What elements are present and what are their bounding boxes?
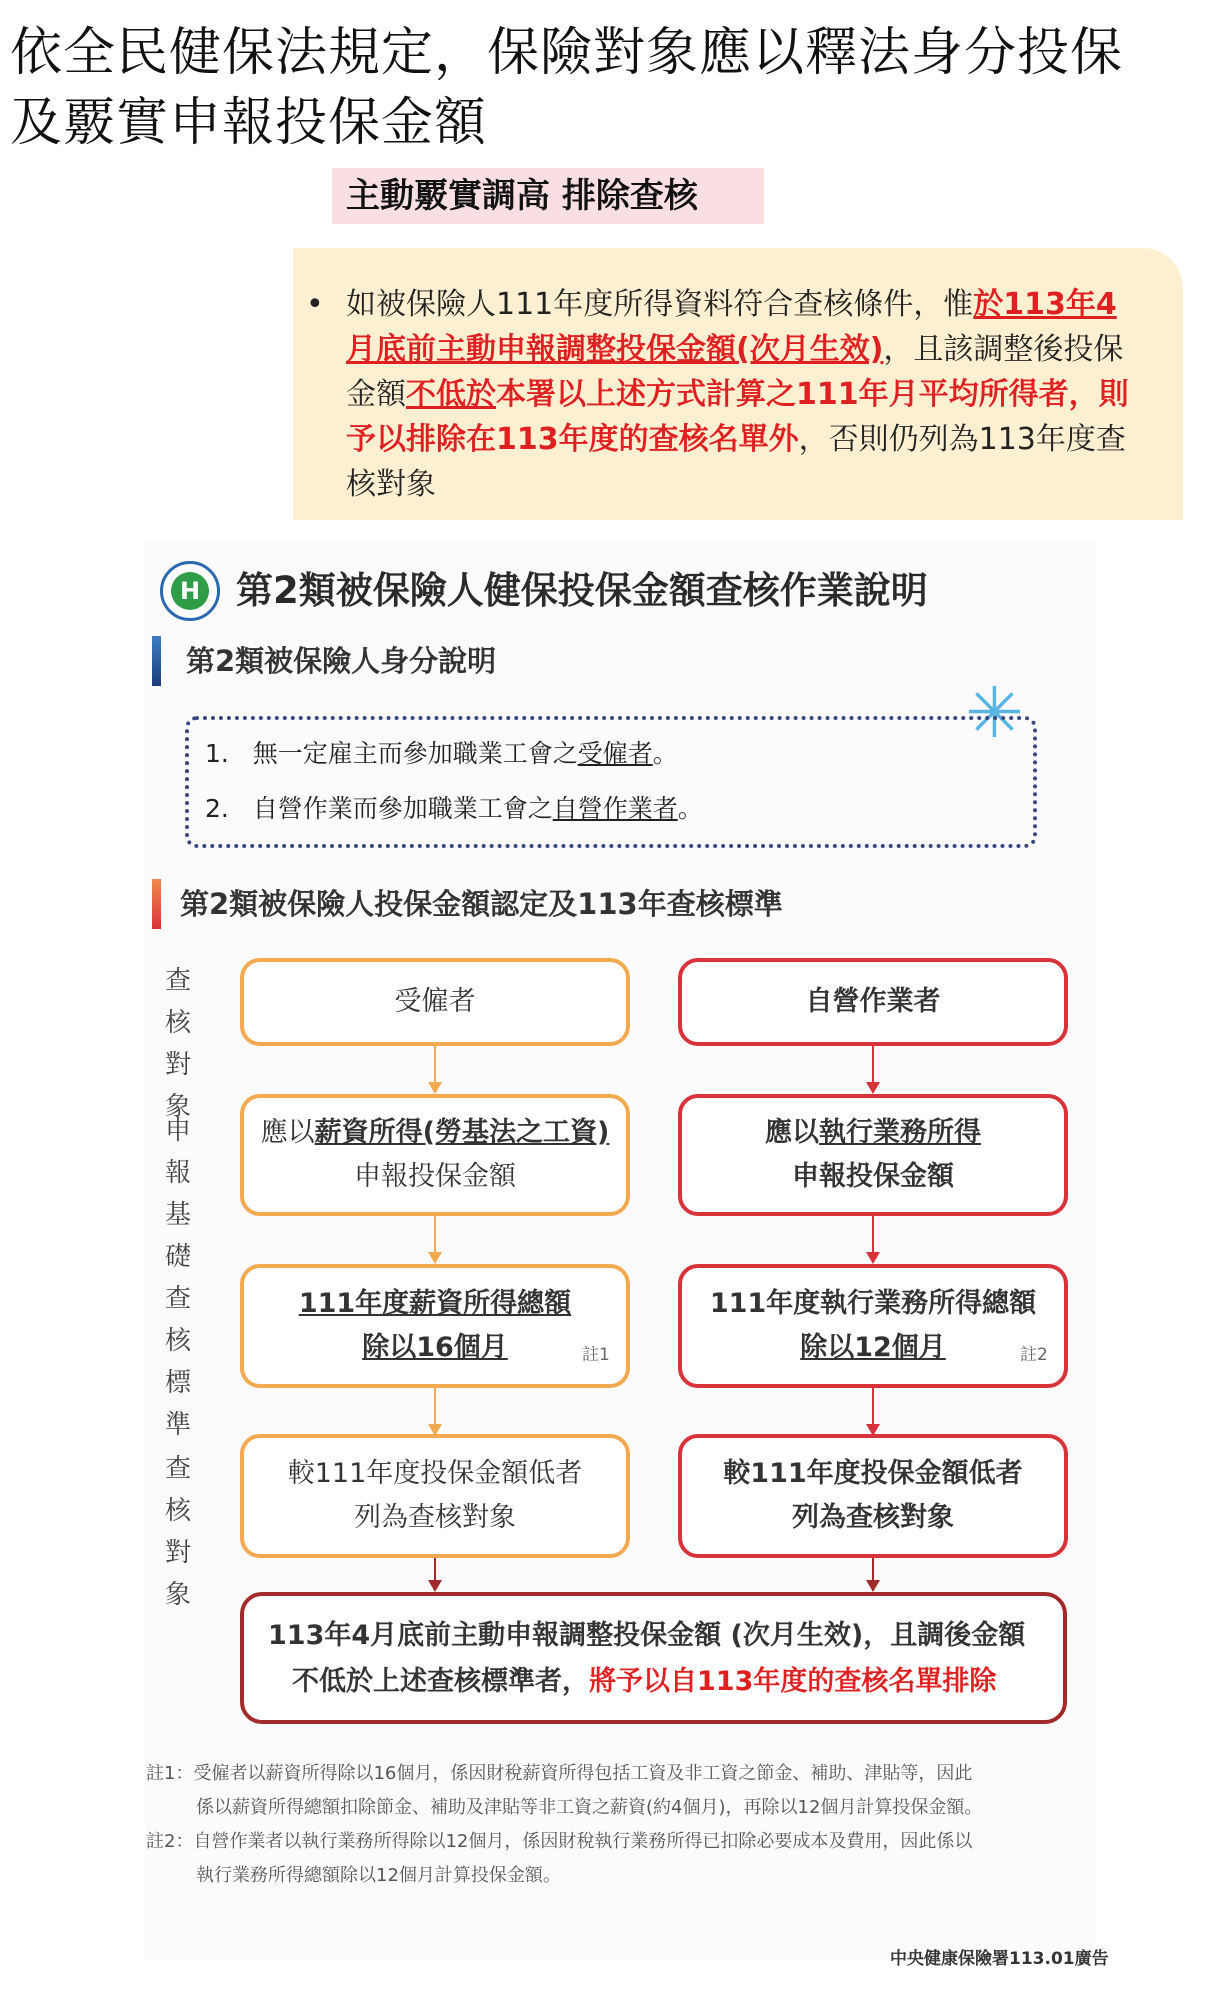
identity-item-1-num: 1. <box>205 739 229 768</box>
right-box-standard <box>678 1264 1068 1388</box>
right-box-standard-line1: 111年度執行業務所得總額 <box>709 1288 1037 1319</box>
row-label-target-b: 對象 <box>165 1050 192 1122</box>
row-label-standard-b: 標準 <box>165 1368 192 1440</box>
arrow-down-icon <box>428 1046 442 1094</box>
left-box-standard-line2: 除以16個月 <box>362 1332 508 1363</box>
note-text-6: ，否則仍列為113年度查核對象 <box>346 422 1126 502</box>
arrow-down-icon <box>866 1558 880 1592</box>
row-label-result-b: 對象 <box>165 1538 192 1610</box>
right-box-result <box>678 1434 1068 1558</box>
identity-item-2-num: 2. <box>205 794 229 823</box>
identity-item-2 <box>205 789 703 829</box>
note-bullet: • <box>306 287 324 322</box>
left-box-standard-line1: 111年度薪資所得總額 <box>298 1288 572 1319</box>
section-title-identity: 第2類被保險人身分說明 <box>186 644 497 678</box>
footnote-line: 係以薪資所得總額扣除節金、補助及津貼等非工資之薪資(約4個月)，再除以12個月計算投保金額。 <box>196 1797 983 1818</box>
footnote-line: 註2：自營作業者以執行業務所得除以12個月，係因財稅執行業務所得已扣除必要成本及費用，因此係以 <box>146 1831 973 1852</box>
publisher-credit: 中央健康保險署113.01廣告 <box>890 1949 1109 1969</box>
arrow-down-icon <box>428 1388 442 1436</box>
identity-item-1 <box>205 734 678 774</box>
right-box-basis-term: 執行業務所得 <box>819 1117 981 1148</box>
right-box-target-text: 自營作業者 <box>805 986 941 1017</box>
footnote-mark-1: 註1 <box>582 1345 610 1365</box>
page-title <box>10 18 1210 158</box>
footnote-mark-2: 註2 <box>1020 1345 1048 1365</box>
left-box-basis-pre: 應以 <box>260 1117 315 1148</box>
row-label-standard <box>165 1278 215 1446</box>
left-box-result-line2: 列為查核對象 <box>354 1502 516 1533</box>
left-box-target-text: 受僱者 <box>394 986 476 1017</box>
exclusion-line1: 113年4月底前主動申報調整投保金額 (次月生效)，且調後金額 <box>268 1620 1026 1651</box>
note-text-5: 本署以上述方式計算之111年月平均所得者，則予以排除在113年度的查核名單外 <box>346 377 1129 457</box>
right-box-result-line2: 列為查核對象 <box>792 1502 954 1533</box>
nhi-logo-letter: H <box>171 572 209 610</box>
row-label-target-a: 查核 <box>165 966 192 1038</box>
left-box-result-line1: 較111年度投保金額低者 <box>287 1458 583 1489</box>
footnote-line: 執行業務所得總額除以12個月計算投保金額。 <box>196 1865 561 1886</box>
row-label-basis-a: 申報 <box>165 1116 192 1188</box>
note-text-4: 不低於 <box>406 377 496 412</box>
identity-item-1-pre: 無一定雇主而參加職業工會之 <box>252 739 578 768</box>
page-title-line1: 依全民健保法規定，保險對象應以釋法身分投保 <box>10 23 1124 83</box>
row-label-standard-a: 查核 <box>165 1284 192 1356</box>
exclusion-line2 <box>292 1660 996 1704</box>
page-title-line2: 及覈實申報投保金額 <box>10 93 488 153</box>
left-box-standard <box>240 1264 630 1388</box>
identity-item-2-term: 自營作業者 <box>552 794 678 823</box>
section-bar-icon <box>152 636 161 686</box>
identity-item-2-pre: 自營作業而參加職業工會之 <box>252 794 553 823</box>
right-box-standard-line2: 除以12個月 <box>800 1332 946 1363</box>
arrow-down-icon <box>866 1046 880 1094</box>
left-box-target <box>240 958 630 1046</box>
note-text-3: ，且該調整後投保金額 <box>346 332 1124 412</box>
exclusion-line2-red: 將予以自113年度的查核名單排除 <box>589 1666 997 1697</box>
identity-item-1-post: 。 <box>652 739 678 768</box>
note-text-2: 於113年4月底前主動申報調整投保金額(次月生效) <box>346 287 1117 367</box>
arrow-down-icon <box>428 1216 442 1264</box>
arrow-down-icon <box>866 1388 880 1436</box>
right-box-result-line1: 較111年度投保金額低者 <box>723 1458 1023 1489</box>
left-box-basis-line2: 申報投保金額 <box>354 1161 516 1192</box>
row-label-basis-b: 基礎 <box>165 1200 192 1272</box>
exclusion-line2-pre: 不低於上述查核標準者， <box>292 1666 589 1697</box>
footnote-line: 註1：受僱者以薪資所得除以16個月，係因財稅薪資所得包括工資及非工資之節金、補助、津貼等，因此 <box>146 1763 973 1784</box>
left-box-basis-term: 薪資所得(勞基法之工資) <box>314 1117 610 1148</box>
arrow-down-icon <box>428 1558 442 1592</box>
left-box-result <box>240 1434 630 1558</box>
row-label-result <box>165 1448 215 1616</box>
left-box-basis <box>240 1094 630 1216</box>
right-box-basis <box>678 1094 1068 1216</box>
row-label-result-a: 查核 <box>165 1454 192 1526</box>
identity-item-1-term: 受僱者 <box>577 739 653 768</box>
row-label-target <box>165 960 215 1128</box>
identity-item-2-post: 。 <box>677 794 703 823</box>
arrow-down-icon <box>866 1216 880 1264</box>
exclusion-box <box>240 1592 1067 1724</box>
note-text-1: 如被保險人111年度所得資料符合查核條件，惟 <box>346 287 974 322</box>
note-text <box>346 282 1146 507</box>
right-box-basis-line2: 申報投保金額 <box>792 1161 954 1192</box>
right-box-target <box>678 958 1068 1046</box>
sparkle-icon: ✳ <box>965 672 1024 754</box>
highlight-tag: 主動覈實調高 排除查核 <box>332 168 764 224</box>
section-title-criteria: 第2類被保險人投保金額認定及113年查核標準 <box>180 887 783 921</box>
section-bar-icon-2 <box>152 879 161 929</box>
right-box-basis-pre: 應以 <box>765 1117 819 1148</box>
row-label-basis <box>165 1110 215 1278</box>
poster-title: 第2類被保險人健保投保金額查核作業說明 <box>236 569 928 612</box>
